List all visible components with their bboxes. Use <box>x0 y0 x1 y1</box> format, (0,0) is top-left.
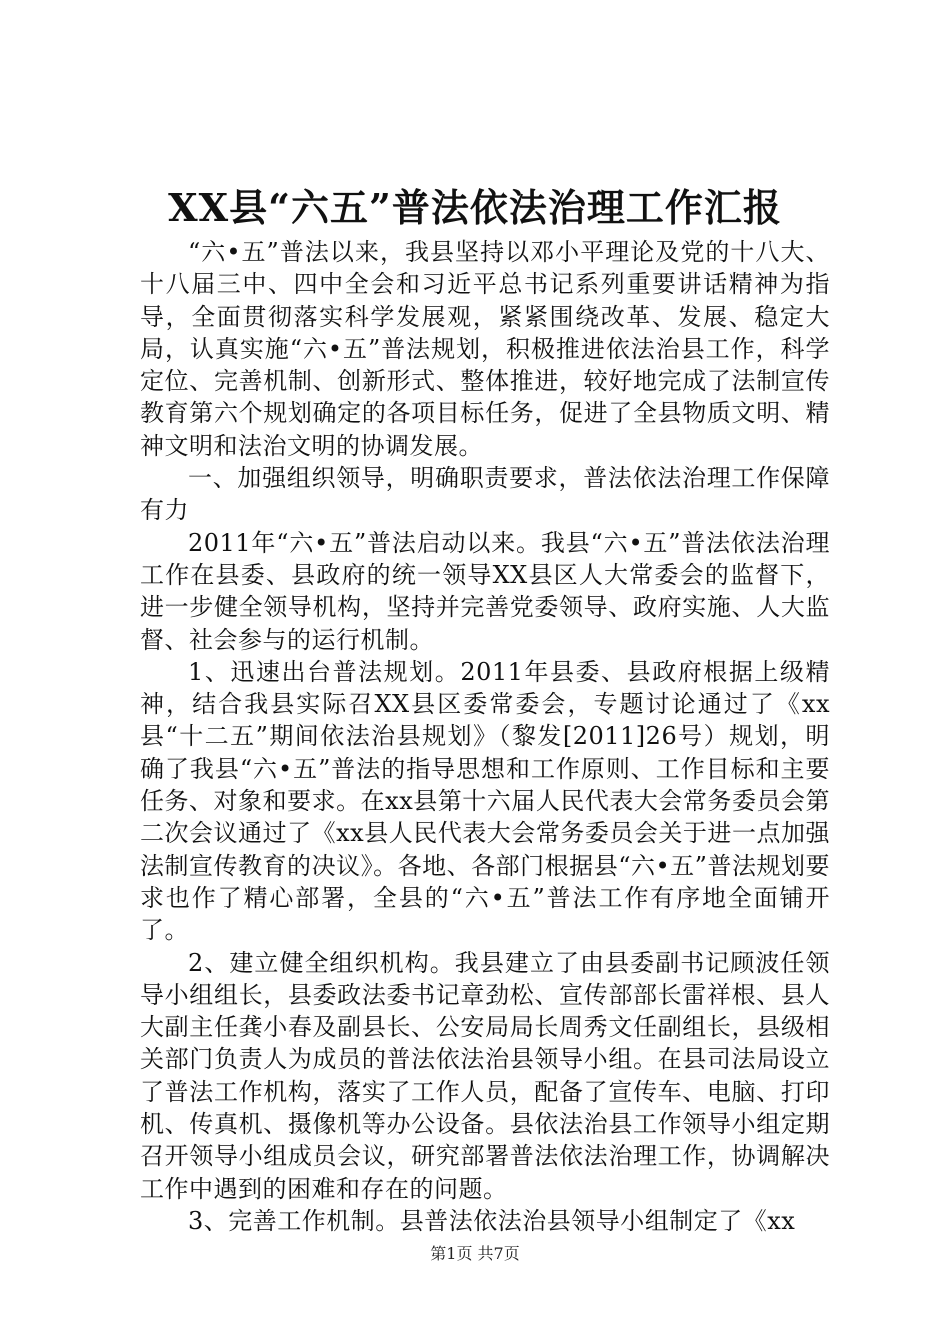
paragraph-intro: “六•五”普法以来，我县坚持以邓小平理论及党的十八大、十八届三中、四中全会和习近平总书记系列重要讲话精神为指导，全面贯彻落实科学发展观，紧紧围绕改革、发展、稳定大局，认真实施“六•五”普法规划，积极推进依法治县工作，科学定位、完善机制、创新形式、整体推进，较好地完成了法制宣传教育第六个规划确定的各项目标任务，促进了全县物质文明、精神文明和法治文明的协调发展。 <box>140 238 830 460</box>
page-footer: 第1页 共7页 <box>430 1244 520 1263</box>
paragraph-item-3: 3、完善工作机制。县普法依法治县领导小组制定了《xx <box>188 1206 796 1235</box>
section-heading-1: 一、加强组织领导，明确职责要求，普法依法治理工作保障有力 <box>140 464 830 525</box>
paragraph-2011-launch: 2011年“六•五”普法启动以来。我县“六•五”普法依法治理工作在县委、县政府的统一领导XX县区人大常委会的监督下，进一步健全领导机构，坚持并完善党委领导、政府实施、人大监督、社会参与的运行机制。 <box>140 528 830 654</box>
paragraph-item-2: 2、建立健全组织机构。我县建立了由县委副书记顾波任领导小组组长，县委政法委书记章劲松、宣传部部长雷祥根、县人大副主任龚小春及副县长、公安局局长周秀文任副组长，县级相关部门负责人为成员的普法依法治县领导小组。在县司法局设立了普法工作机构，落实了工作人员，配备了宣传车、电脑、打印机、传真机、摄像机等办公设备。县依法治县工作领导小组定期召开领导小组成员会议，研究部署普法依法治理工作，协调解决工作中遇到的困难和存在的问题。 <box>140 948 830 1203</box>
paragraph-item-1: 1、迅速出台普法规划。2011年县委、县政府根据上级精神，结合我县实际召XX县区委常委会，专题讨论通过了《xx县“十二五”期间依法治县规划》（黎发[2011]26号）规划，明确了我县“六•五”普法的指导思想和工作原则、工作目标和主要任务、对象和要求。在xx县第十六届人民代表大会常务委员会第二次会议通过了《xx县人民代表大会常务委员会关于进一点加强法制宣传教育的决议》。各地、各部门根据县“六•五”普法规划要求也作了精心部署，全县的“六•五”普法工作有序地全面铺开了。 <box>140 657 830 945</box>
document-title: XX县“六五”普法依法治理工作汇报 <box>168 185 782 230</box>
document-body <box>140 236 830 1237</box>
